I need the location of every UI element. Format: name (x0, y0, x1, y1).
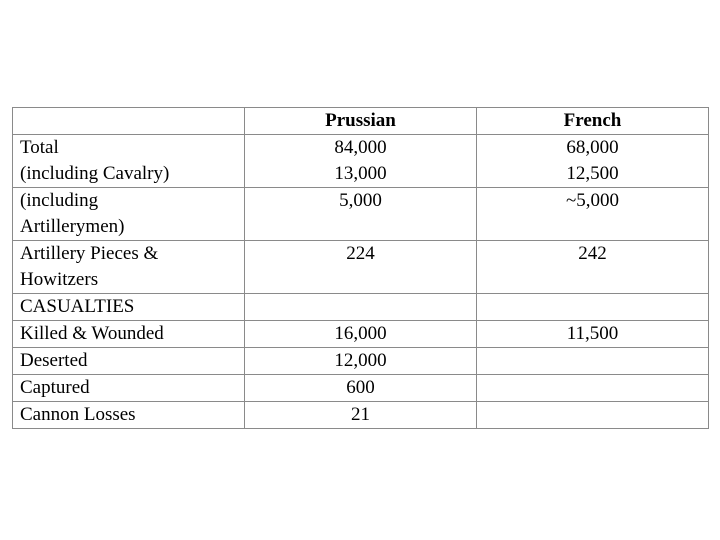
table-row (13, 188, 709, 241)
prussian-cannon-losses: 21 (351, 404, 370, 425)
french-cell (477, 241, 709, 294)
row-label (13, 348, 245, 375)
row-label (13, 135, 245, 188)
prussian-cell (245, 241, 477, 294)
label-including: (including (20, 190, 99, 211)
french-cell (477, 321, 709, 348)
row-label (13, 321, 245, 348)
french-cell (477, 402, 709, 429)
row-label (13, 294, 245, 321)
label-total: Total (20, 137, 59, 158)
table-row (13, 135, 709, 188)
label-artillerymen: Artillerymen) (20, 216, 125, 237)
french-cavalry: 12,500 (566, 163, 619, 184)
prussian-deserted: 12,000 (334, 350, 387, 371)
header-prussian: Prussian (245, 108, 477, 135)
label-howitzers: Howitzers (20, 269, 99, 290)
row-label (13, 241, 245, 294)
prussian-cell (245, 375, 477, 402)
row-label (13, 402, 245, 429)
prussian-cell (245, 294, 477, 321)
army-comparison-table (12, 107, 709, 429)
label-deserted: Deserted (20, 350, 88, 371)
prussian-artillerymen: 5,000 (339, 190, 382, 211)
french-cell (477, 294, 709, 321)
prussian-total: 84,000 (334, 137, 387, 158)
french-artillery: 242 (578, 243, 607, 264)
french-total: 68,000 (566, 137, 619, 158)
row-label (13, 375, 245, 402)
prussian-killed-wounded: 16,000 (334, 323, 387, 344)
table-row (13, 375, 709, 402)
prussian-artillery: 224 (346, 243, 375, 264)
header-french: French (477, 108, 709, 135)
label-including-cavalry: (including Cavalry) (20, 163, 170, 184)
french-artillerymen: ~5,000 (565, 190, 620, 211)
table-row (13, 241, 709, 294)
prussian-cavalry: 13,000 (334, 163, 387, 184)
header-row (13, 108, 709, 135)
label-cannon-losses: Cannon Losses (20, 404, 136, 425)
label-artillery-pieces: Artillery Pieces & (20, 243, 159, 264)
prussian-cell (245, 402, 477, 429)
label-casualties: CASUALTIES (20, 296, 135, 317)
table-row (13, 294, 709, 321)
french-cell (477, 375, 709, 402)
label-killed-wounded: Killed & Wounded (20, 323, 164, 344)
french-cell (477, 348, 709, 375)
row-label (13, 188, 245, 241)
prussian-cell (245, 348, 477, 375)
french-cell (477, 188, 709, 241)
prussian-cell (245, 135, 477, 188)
label-captured: Captured (20, 377, 90, 398)
table-row (13, 321, 709, 348)
header-empty (13, 108, 245, 135)
french-cell (477, 135, 709, 188)
table-row (13, 402, 709, 429)
prussian-cell (245, 321, 477, 348)
french-killed-wounded: 11,500 (566, 323, 619, 344)
prussian-captured: 600 (346, 377, 375, 398)
prussian-cell (245, 188, 477, 241)
table-row (13, 348, 709, 375)
